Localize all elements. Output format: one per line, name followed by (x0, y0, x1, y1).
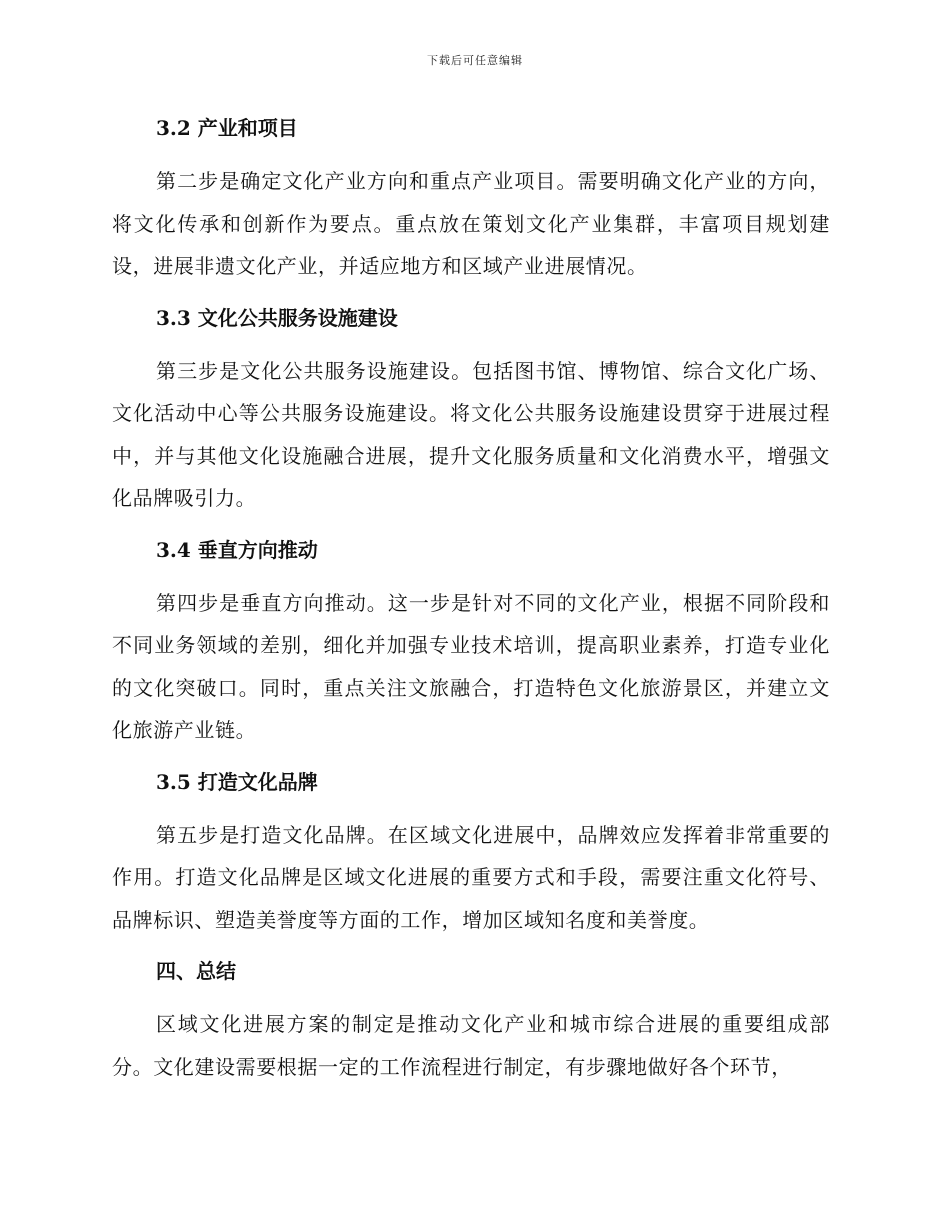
section-paragraph-3-4: 第四步是垂直方向推动。这一步是针对不同的文化产业，根据不同阶段和不同业务领域的差别，细化并加强专业技术培训，提高职业素养，打造专业化的文化突破口。同时，重点关注文旅融合，打造特色文化旅游景区，并建立文化旅游产业链。 (112, 590, 830, 742)
section-paragraph-summary: 区域文化进展方案的制定是推动文化产业和城市综合进展的重要组成部分。文化建设需要根据一定的工作流程进行制定，有步骤地做好各个环节， (112, 1012, 830, 1079)
section-heading-3-2: 3.2 产业和项目 (156, 116, 298, 140)
section-paragraph-3-2: 第二步是确定文化产业方向和重点产业项目。需要明确文化产业的方向，将文化传承和创新作为要点。重点放在策划文化产业集群，丰富项目规划建设，进展非遗文化产业，并适应地方和区域产业进展情况。 (112, 169, 830, 278)
section-paragraph-3-3: 第三步是文化公共服务设施建设。包括图书馆、博物馆、综合文化广场、文化活动中心等公共服务设施建设。将文化公共服务设施建设贯穿于进展过程中，并与其他文化设施融合进展，提升文化服务质量和文化消费水平，增强文化品牌吸引力。 (112, 358, 830, 510)
section-heading-3-4: 3.4 垂直方向推动 (156, 537, 318, 562)
document-body (112, 108, 830, 1098)
section-heading-summary: 四、总结 (156, 959, 236, 983)
page-header: 下载后可任意编辑 (427, 54, 523, 67)
section-paragraph-3-5: 第五步是打造文化品牌。在区域文化进展中，品牌效应发挥着非常重要的作用。打造文化品牌是区域文化进展的重要方式和手段，需要注重文化符号、品牌标识、塑造美誉度等方面的工作，增加区域知名度和美誉度。 (112, 822, 830, 932)
section-heading-3-5: 3.5 打造文化品牌 (156, 769, 318, 794)
section-heading-3-3: 3.3 文化公共服务设施建设 (156, 305, 398, 330)
